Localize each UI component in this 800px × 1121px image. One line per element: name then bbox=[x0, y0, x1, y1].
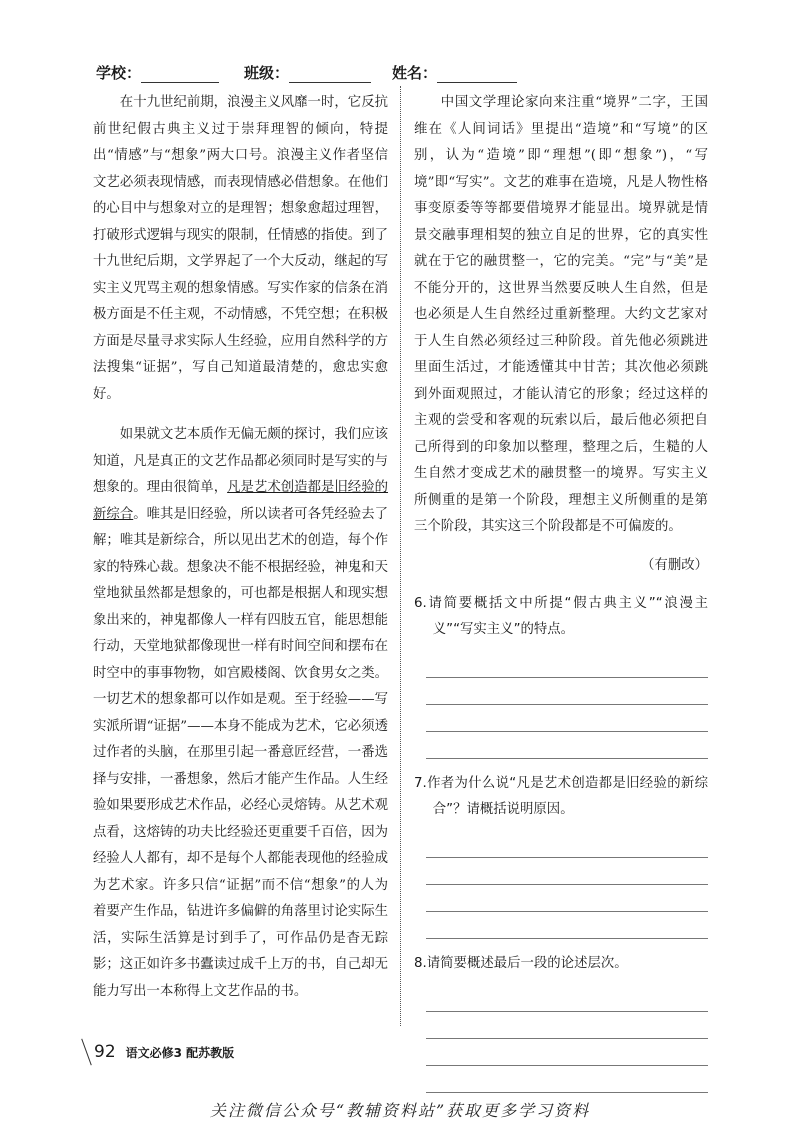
question-7: 7.作者为什么说“凡是艺术创造都是旧经验的新综合”？请概括说明原因。 bbox=[414, 776, 708, 817]
answer-lines-6[interactable] bbox=[426, 651, 708, 759]
answer-line[interactable] bbox=[426, 732, 708, 759]
school-label: 学校： bbox=[96, 64, 142, 82]
class-blank[interactable] bbox=[289, 66, 371, 83]
answer-line[interactable] bbox=[426, 985, 708, 1012]
paragraph-2 bbox=[93, 422, 388, 1005]
answer-line[interactable] bbox=[426, 831, 708, 858]
school-blank[interactable] bbox=[141, 66, 219, 83]
name-field bbox=[392, 62, 517, 83]
paragraph-3: 中国文学理论家向来注重“境界”二字，王国维在《人间词话》里提出“造境”和“写境”的区别，认为“造境”即“理想”(即“想象”)，“写境”即“写实”。文艺的难事在造境，凡是人物性格事变原委等等都要借境界才能显出。境界就是情景交融事理相契的独立自足的世界，它的真实性就在于它的融贯整一，它的完美。“完”与“美”是不能分开的，这世界当然要反映人生自然，但是也必须是人生自然经过重新整理。大约文艺家对于人生自然必须经过三种阶段。首先他必须跳进里面生活过，才能透懂其中甘苦；其次他必须跳到外面观照过，才能认清它的形象；经过这样的主观的尝受和客观的玩索以后，最后他必须把自己所得到的印象加以整理，整理之后，生糙的人生自然才变成艺术的融贯整一的境界。写实主义所侧重的是第一个阶段，理想主义所侧重的是第三个阶段，其实这三个阶段都是不可偏废的。 bbox=[414, 95, 708, 534]
answer-lines-8[interactable] bbox=[426, 985, 708, 1093]
answer-lines-7[interactable] bbox=[426, 831, 708, 939]
answer-line[interactable] bbox=[426, 1039, 708, 1066]
answer-line[interactable] bbox=[426, 651, 708, 678]
class-field bbox=[244, 62, 371, 83]
slash-divider-icon bbox=[80, 1040, 94, 1064]
question-8: 8.请简要概述最后一段的论述层次。 bbox=[414, 956, 628, 971]
source-note: （有删改） bbox=[641, 557, 708, 573]
promo-note: 关注微信公众号“教辅资料站”获取更多学习资料 bbox=[209, 1101, 591, 1120]
page-number: 92 bbox=[94, 1042, 116, 1062]
answer-line[interactable] bbox=[426, 705, 708, 732]
paragraph-2-start: 如果就文艺本质作无偏无颇的探讨，我们应该知道，凡是真正的文艺作品都必须同时是写实的与想象的。理由很简单， bbox=[93, 427, 388, 495]
answer-line[interactable] bbox=[426, 885, 708, 912]
school-field bbox=[96, 62, 219, 83]
answer-line[interactable] bbox=[426, 678, 708, 705]
book-title: 语文必修3 配苏教版 bbox=[125, 1045, 235, 1060]
question-6: 6.请简要概括文中所提“假古典主义”“浪漫主义”“写实主义”的特点。 bbox=[414, 596, 708, 637]
left-column bbox=[93, 90, 388, 1005]
underlined-thesis: 凡是艺术创造都是旧经验的新综合 bbox=[93, 480, 389, 522]
page-footer bbox=[80, 1040, 234, 1064]
class-label: 班级： bbox=[244, 64, 290, 82]
answer-line[interactable] bbox=[426, 1066, 708, 1093]
paragraph-2-rest: 。唯其是旧经验，所以读者可各凭经验去了解；唯其是新综合，所以见出艺术的创造，每个作家的特殊心裁。想象决不能不根据经验，神鬼和天堂地狱虽然都是想象的，可也都是根据人和现实想象出来的，神鬼都像人一样有四肢五官，能思想能行动，天堂地狱都像现世一样有时间空间和摆布在时空中的事事物物，如宫殿楼阁、饮食男女之类。一切艺术的想象都可以作如是观。至于经验——写实派所谓“证据”——本身不能成为艺术，它必须透过作者的头脑，在那里引起一番意匠经营，一番选择与安排，一番想象，然后才能产生作品。人生经验如果要形成艺术作品，必经心灵熔铸。从艺术观点看，这熔铸的功夫比经验还更重要千百倍，因为经验人人都有，却不是每个人都能表现他的经验成为艺术家。许多只信“证据”而不信“想象”的人为着要产生作品，钻进许多偏僻的角落里讨论实际生活，实际生活算是讨到手了，可作品仍是杳无踪影；这正如许多书蠹读过成千上万的书，自己却无能力写出一本称得上文艺作品的书。 bbox=[93, 506, 389, 999]
answer-line[interactable] bbox=[426, 1012, 708, 1039]
answer-line[interactable] bbox=[426, 858, 708, 885]
name-blank[interactable] bbox=[437, 66, 517, 83]
right-column bbox=[414, 90, 708, 1093]
column-divider bbox=[400, 86, 401, 1026]
name-label: 姓名： bbox=[392, 64, 438, 82]
answer-line[interactable] bbox=[426, 912, 708, 939]
paragraph-1: 在十九世纪前期，浪漫主义风靡一时，它反抗前世纪假古典主义过于崇拜理智的倾向，特提出“情感”与“想象”两大口号。浪漫主义作者坚信文艺必须表现情感，而表现情感必借想象。在他们的心目中与想象对立的是理智；想象愈超过理智，打破形式逻辑与现实的限制，任情感的指使。到了十九世纪后期，文学界起了一个大反动，继起的写实主义咒骂主观的想象情感。写实作家的信条在消极方面是不任主观，不动情感，不凭空想；在积极方面是尽量寻求实际人生经验，应用自然科学的方法搜集“证据”，写自己知道最清楚的，愈忠实愈好。 bbox=[93, 95, 388, 402]
